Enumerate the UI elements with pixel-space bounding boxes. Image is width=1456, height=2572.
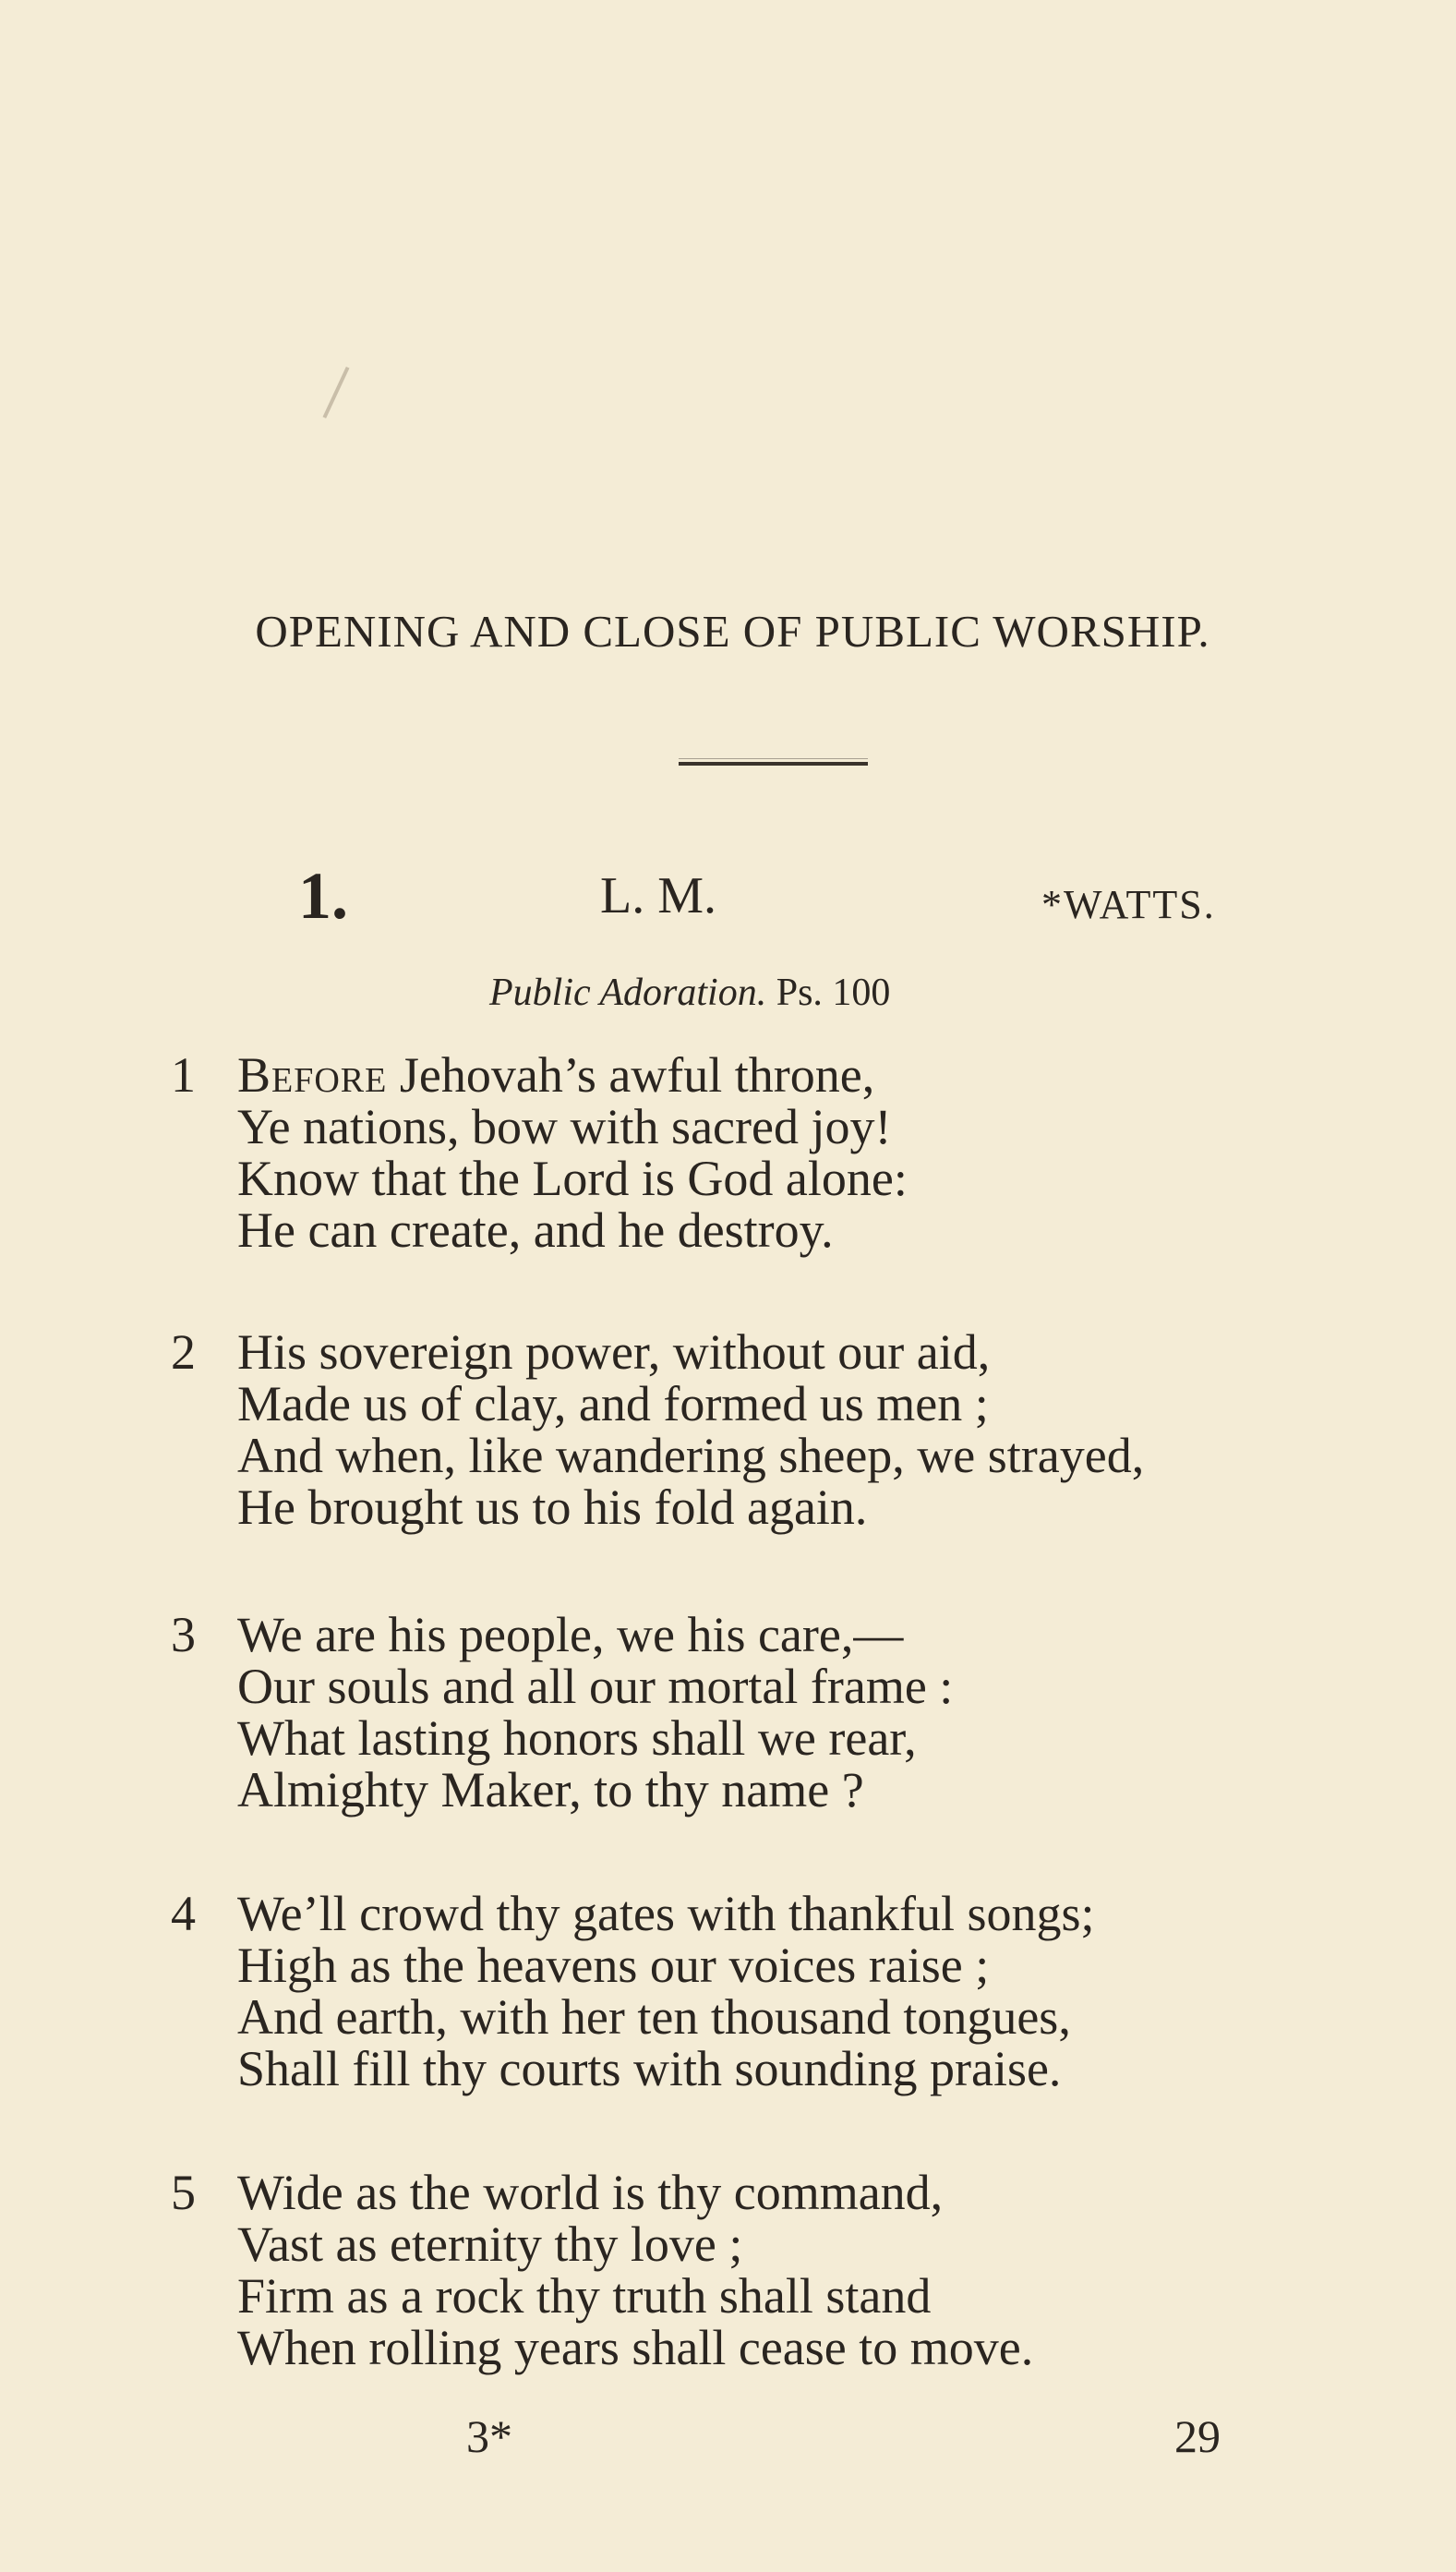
hymn-meter: L. M.	[600, 867, 716, 924]
stanza-4	[171, 1888, 1399, 2095]
stanza-line: Know that the Lord is God alone:	[237, 1151, 908, 1206]
stanza-1	[171, 1049, 1399, 1256]
hymn-header	[0, 859, 1456, 933]
first-word: Before	[237, 1047, 388, 1103]
stanza-line: Vast as eternity thy love ;	[237, 2216, 743, 2272]
hymn-subtitle	[489, 965, 890, 1020]
stanza-line: High as the heavens our voices raise ;	[237, 1938, 990, 1993]
page-number: 29	[1174, 2410, 1221, 2462]
title-rule	[679, 762, 868, 766]
stanza-line	[171, 2167, 1399, 2218]
stanza-2	[171, 1326, 1399, 1533]
stanza-line: Ye nations, bow with sacred joy!	[237, 1099, 892, 1154]
verse-number: 4	[171, 1886, 196, 1941]
hymn-author: *WATTS.	[1041, 882, 1216, 927]
stanza-3	[171, 1609, 1399, 1816]
subtitle-title: Public Adoration.	[489, 972, 767, 1014]
verse-number: 3	[171, 1607, 196, 1662]
first-line: We are his people, we his care,—	[237, 1607, 904, 1662]
verse-number: 5	[171, 2165, 196, 2220]
ink-mark	[323, 367, 350, 418]
stanza-5	[171, 2167, 1399, 2373]
stanza-line: He can create, and he destroy.	[237, 1202, 834, 1258]
stanza-line: He brought us to his fold again.	[237, 1479, 868, 1535]
section-title: OPENING AND CLOSE OF PUBLIC WORSHIP.	[255, 606, 1210, 657]
stanza-line: What lasting honors shall we rear,	[237, 1710, 917, 1766]
stanza-line: When rolling years shall cease to move.	[237, 2320, 1034, 2375]
stanza-line	[171, 1049, 1399, 1101]
first-line: We’ll crowd thy gates with thankful songs;	[237, 1886, 1095, 1941]
verse-number: 1	[171, 1047, 196, 1103]
first-line-rest: Jehovah’s awful throne,	[387, 1047, 875, 1103]
stanza-line: And when, like wandering sheep, we strayed,	[237, 1428, 1145, 1483]
first-line: Wide as the world is thy command,	[237, 2165, 944, 2220]
stanza-line: Firm as a rock thy truth shall stand	[237, 2268, 932, 2324]
verse-number: 2	[171, 1324, 196, 1380]
stanza-line: Our souls and all our mortal frame :	[237, 1659, 954, 1714]
subtitle-psalm-ref: Ps. 100	[776, 972, 891, 1014]
stanza-line	[171, 1609, 1399, 1660]
hymn-number: 1.	[298, 859, 348, 933]
first-line: His sovereign power, without our aid,	[237, 1324, 991, 1380]
stanza-line: Almighty Maker, to thy name ?	[237, 1762, 864, 1817]
stanza-line	[171, 1326, 1399, 1378]
stanza-line: Made us of clay, and formed us men ;	[237, 1376, 989, 1431]
stanza-line: Shall fill thy courts with sounding praise.	[237, 2041, 1062, 2096]
title-rule-thin	[679, 758, 868, 759]
stanza-line: And earth, with her ten thousand tongues,	[237, 1989, 1071, 2045]
stanza-line	[171, 1888, 1399, 1939]
signature-mark: 3*	[466, 2410, 512, 2462]
